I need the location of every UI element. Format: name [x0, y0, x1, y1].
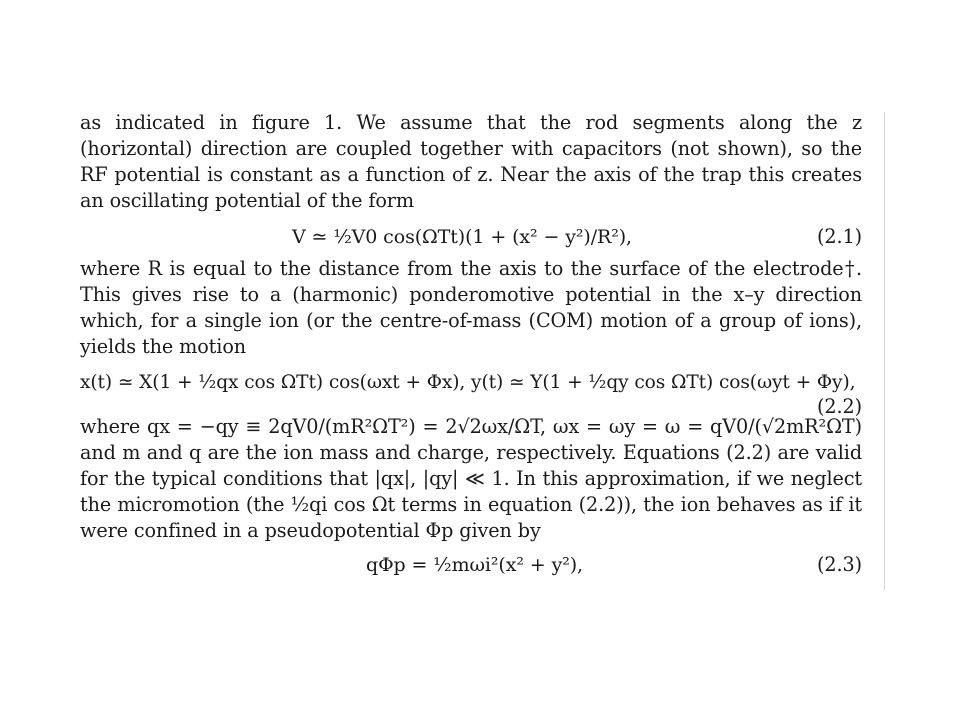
equation-2-2 [80, 362, 862, 418]
text-column [80, 110, 862, 584]
equation-expression: V ≃ ½V0 cos(ΩTt)(1 + (x² − y²)/R²), [292, 226, 632, 248]
equation-2-1 [80, 218, 862, 254]
paragraph-parameters: where qx = −qy ≡ 2qV0/(mR²ΩT²) = 2√2ωx/ΩT, ωx = ωy = ω = qV0/(√2mR²ΩT) and m and q are the ion mass and charge, respectively. Equations (2.2) are valid for the typical conditions that |qx|, |qy| ≪ 1. In this approximation, if we neglect the micromotion (the ½qi cos Ωt terms in equation (2.2)), the ion behaves as if it were confined in a pseudopotential Φp given by [80, 415, 862, 542]
page-edge-rule [884, 112, 885, 590]
equation-2-3 [80, 546, 862, 582]
equation-number: (2.2) [817, 395, 862, 418]
equation-expression: x(t) ≃ X(1 + ½qx cos ΩTt) cos(ωxt + Φx), y(t) ≃ Y(1 + ½qy cos ΩTt) cos(ωyt + Φy), [80, 372, 856, 393]
paragraph-electrode: where R is equal to the distance from the axis to the surface of the electrode†. This gives rise to a (harmonic) ponderomotive potential in the x–y direction which, for a single ion (or the centre-of-mass (COM) motion of a group of ions), yields the motion [80, 257, 862, 358]
equation-number: (2.1) [817, 225, 862, 248]
equation-number: (2.3) [817, 553, 862, 576]
equation-expression: qΦp = ½mωi²(x² + y²), [366, 554, 583, 576]
paragraph-intro: as indicated in figure 1. We assume that the rod segments along the z (horizontal) direction are coupled together with capacitors (not shown), so the RF potential is constant as a function of z. Near the axis of the trap this creates an oscillating potential of the form [80, 111, 862, 212]
